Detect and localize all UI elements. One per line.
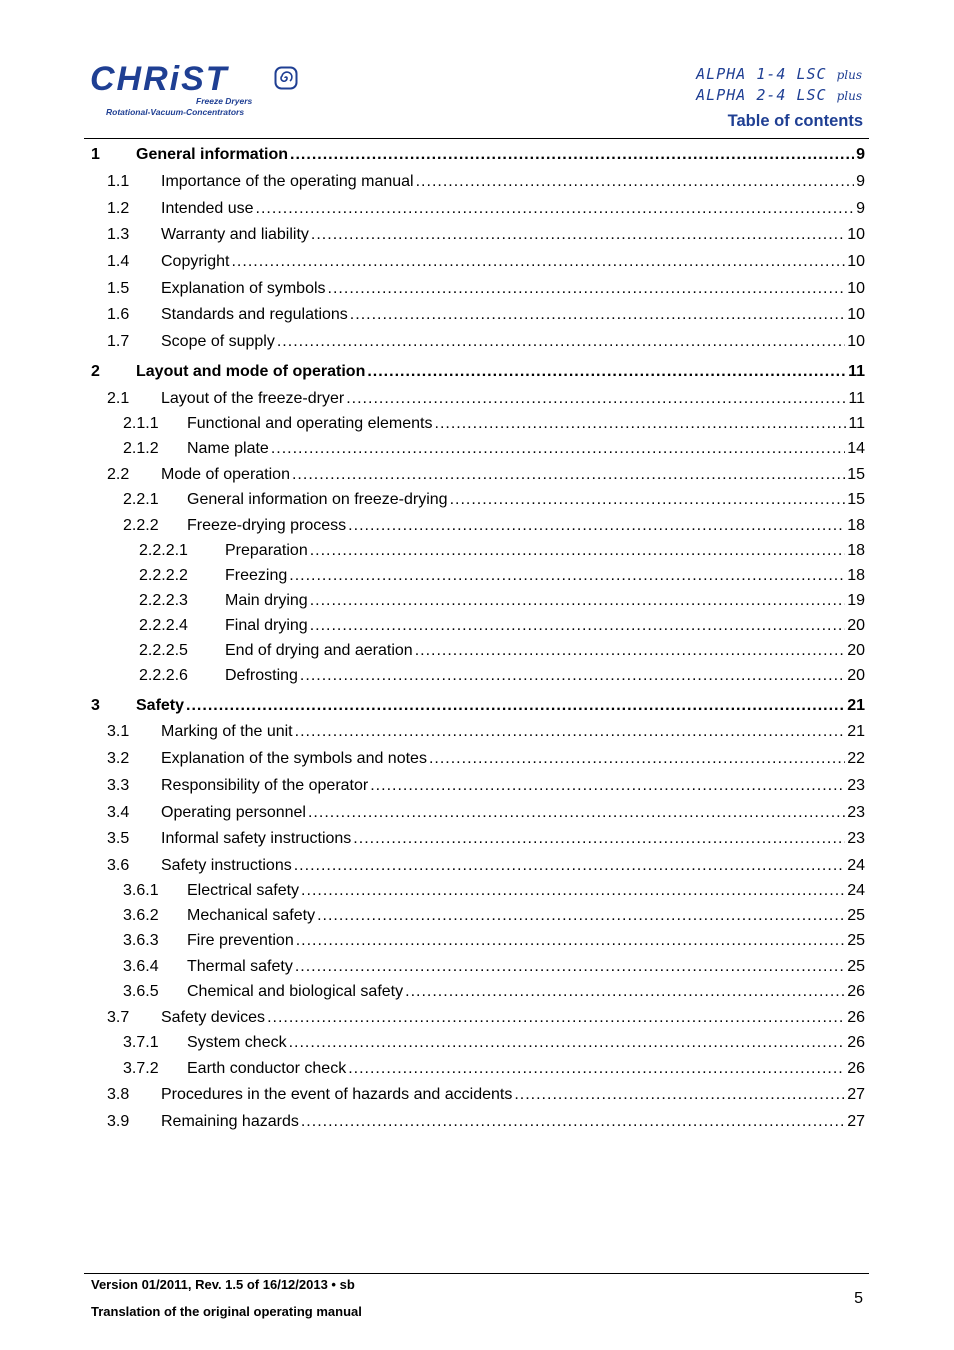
toc-entry-page: 24 bbox=[847, 882, 865, 899]
toc-entry-title: Final drying bbox=[225, 617, 308, 634]
toc-entry[interactable] bbox=[0, 304, 954, 326]
toc-entry-page: 26 bbox=[847, 983, 865, 1000]
toc-entry[interactable] bbox=[0, 855, 954, 877]
toc-entry-title: Electrical safety bbox=[187, 882, 300, 899]
toc-dot-leader bbox=[317, 905, 845, 927]
toc-entry-page: 20 bbox=[847, 667, 865, 684]
toc-entry-number: 3.6.5 bbox=[123, 983, 159, 1000]
toc-entry-title: Operating personnel bbox=[161, 804, 306, 821]
toc-entry-page: 11 bbox=[848, 363, 865, 380]
toc-dot-leader bbox=[295, 721, 846, 743]
toc-entry[interactable] bbox=[0, 464, 954, 486]
toc-entry[interactable] bbox=[0, 413, 954, 435]
toc-entry-number: 2.2.2.4 bbox=[139, 617, 188, 634]
toc-entry-leader-line bbox=[225, 590, 865, 612]
toc-entry-number: 3.7 bbox=[107, 1009, 130, 1026]
toc-entry-title: System check bbox=[187, 1034, 287, 1051]
toc-entry-page: 10 bbox=[847, 280, 865, 297]
toc-entry-page: 18 bbox=[847, 517, 865, 534]
toc-dot-leader bbox=[348, 1058, 845, 1080]
toc-entry[interactable] bbox=[0, 198, 954, 220]
toc-entry[interactable] bbox=[0, 880, 954, 902]
toc-entry-title: Freezing bbox=[225, 567, 288, 584]
toc-dot-leader bbox=[267, 1007, 845, 1029]
toc-entry[interactable] bbox=[0, 144, 954, 166]
toc-dot-leader bbox=[295, 956, 845, 978]
toc-entry-number: 3 bbox=[91, 697, 100, 714]
toc-dot-leader bbox=[328, 278, 846, 300]
toc-entry-page: 9 bbox=[856, 146, 865, 163]
toc-entry-number: 1.7 bbox=[107, 333, 130, 350]
toc-entry[interactable] bbox=[0, 224, 954, 246]
toc-entry-title: General information bbox=[136, 146, 289, 163]
toc-entry-title: Functional and operating elements bbox=[187, 415, 433, 432]
toc-entry-leader-line bbox=[187, 1058, 865, 1080]
toc-entry[interactable] bbox=[0, 388, 954, 410]
header-divider bbox=[84, 138, 869, 139]
toc-entry-number: 3.2 bbox=[107, 750, 130, 767]
toc-entry-title: Freeze-drying process bbox=[187, 517, 347, 534]
toc-entry-leader-line bbox=[161, 855, 865, 877]
toc-entry-leader-line bbox=[187, 981, 865, 1003]
toc-entry-title: Mode of operation bbox=[161, 466, 290, 483]
toc-dot-leader bbox=[353, 828, 845, 850]
toc-dot-leader bbox=[256, 198, 855, 220]
toc-entry[interactable] bbox=[0, 590, 954, 612]
toc-entry[interactable] bbox=[0, 802, 954, 824]
toc-entry-title: Scope of supply bbox=[161, 333, 275, 350]
toc-dot-leader bbox=[367, 361, 846, 383]
toc-entry-number: 3.7.2 bbox=[123, 1060, 159, 1077]
toc-entry-leader-line bbox=[187, 515, 865, 537]
toc-entry-leader-line bbox=[225, 540, 865, 562]
toc-entry-page: 10 bbox=[847, 253, 865, 270]
toc-entry[interactable] bbox=[0, 489, 954, 511]
toc-entry-page: 15 bbox=[847, 466, 865, 483]
toc-entry-leader-line bbox=[161, 171, 865, 193]
toc-entry-number: 3.6.4 bbox=[123, 958, 159, 975]
toc-entry[interactable] bbox=[0, 565, 954, 587]
toc-entry-leader-line bbox=[161, 388, 865, 410]
toc-entry-page: 11 bbox=[848, 390, 865, 407]
toc-entry-number: 2.1.1 bbox=[123, 415, 159, 432]
toc-entry-number: 2.2 bbox=[107, 466, 130, 483]
toc-entry-page: 10 bbox=[847, 306, 865, 323]
toc-entry-leader-line bbox=[187, 438, 865, 460]
toc-entry-page: 27 bbox=[847, 1113, 865, 1130]
toc-entry-page: 19 bbox=[847, 592, 865, 609]
toc-entry-number: 1.5 bbox=[107, 280, 130, 297]
toc-entry-page: 25 bbox=[847, 958, 865, 975]
toc-dot-leader bbox=[405, 981, 845, 1003]
toc-entry[interactable] bbox=[0, 1007, 954, 1029]
toc-entry[interactable] bbox=[0, 721, 954, 743]
toc-entry-number: 3.4 bbox=[107, 804, 130, 821]
toc-entry-title: Intended use bbox=[161, 200, 254, 217]
model-names bbox=[696, 64, 862, 106]
toc-entry[interactable] bbox=[0, 828, 954, 850]
toc-entry-number: 3.6.3 bbox=[123, 932, 159, 949]
toc-dot-leader bbox=[429, 748, 845, 770]
toc-entry[interactable] bbox=[0, 540, 954, 562]
toc-dot-leader bbox=[350, 304, 845, 326]
toc-entry-number: 2.2.2 bbox=[123, 517, 159, 534]
toc-dot-leader bbox=[301, 1111, 845, 1133]
toc-entry-number: 1.4 bbox=[107, 253, 130, 270]
toc-entry-title: Safety devices bbox=[161, 1009, 266, 1026]
toc-entry-title: Layout of the freeze-dryer bbox=[161, 390, 345, 407]
toc-entry-leader-line bbox=[225, 640, 865, 662]
toc-dot-leader bbox=[290, 144, 854, 166]
toc-dot-leader bbox=[310, 615, 846, 637]
toc-entry-title: Fire prevention bbox=[187, 932, 294, 949]
toc-entry-number: 2.2.2.3 bbox=[139, 592, 188, 609]
toc-entry-page: 26 bbox=[847, 1034, 865, 1051]
toc-entry-leader-line bbox=[161, 748, 865, 770]
toc-entry-number: 2.2.2.5 bbox=[139, 642, 188, 659]
toc-entry-page: 9 bbox=[856, 200, 865, 217]
toc-dot-leader bbox=[186, 695, 845, 717]
toc-dot-leader bbox=[450, 489, 846, 511]
toc-entry-leader-line bbox=[136, 144, 865, 166]
page-number: 5 bbox=[854, 1290, 863, 1307]
toc-entry-title: Standards and regulations bbox=[161, 306, 348, 323]
toc-entry-title: Layout and mode of operation bbox=[136, 363, 366, 380]
toc-entry-page: 26 bbox=[847, 1009, 865, 1026]
toc-entry[interactable] bbox=[0, 748, 954, 770]
toc-entry-page: 26 bbox=[847, 1060, 865, 1077]
toc-dot-leader bbox=[311, 224, 845, 246]
toc-entry-leader-line bbox=[225, 665, 865, 687]
toc-entry-leader-line bbox=[136, 361, 865, 383]
toc-entry-page: 20 bbox=[847, 642, 865, 659]
logo-wordmark: CHRiST bbox=[90, 60, 229, 98]
model-line-1: ALPHA 1-4 LSC plus bbox=[696, 65, 862, 83]
toc-entry[interactable] bbox=[0, 361, 954, 383]
toc-entry-number: 2 bbox=[91, 363, 100, 380]
toc-entry-number: 3.9 bbox=[107, 1113, 130, 1130]
toc-dot-leader bbox=[294, 855, 845, 877]
toc-dot-leader bbox=[289, 1032, 846, 1054]
toc-entry[interactable] bbox=[0, 956, 954, 978]
toc-entry-leader-line bbox=[187, 905, 865, 927]
toc-dot-leader bbox=[300, 665, 845, 687]
toc-dot-leader bbox=[289, 565, 845, 587]
toc-dot-leader bbox=[370, 775, 845, 797]
toc-entry-number: 2.2.2.2 bbox=[139, 567, 188, 584]
footer-divider bbox=[84, 1273, 869, 1274]
toc-entry-leader-line bbox=[187, 489, 865, 511]
toc-entry-leader-line bbox=[161, 721, 865, 743]
toc-entry-page: 18 bbox=[847, 567, 865, 584]
toc-entry[interactable] bbox=[0, 1032, 954, 1054]
toc-dot-leader bbox=[310, 590, 846, 612]
toc-entry-leader-line bbox=[161, 331, 865, 353]
toc-entry-title: Marking of the unit bbox=[161, 723, 293, 740]
toc-entry-number: 2.2.2.6 bbox=[139, 667, 188, 684]
toc-entry-leader-line bbox=[161, 224, 865, 246]
toc-dot-leader bbox=[348, 515, 845, 537]
toc-entry[interactable] bbox=[0, 665, 954, 687]
toc-entry-title: Safety instructions bbox=[161, 857, 292, 874]
toc-entry-page: 23 bbox=[847, 804, 865, 821]
toc-entry-leader-line bbox=[161, 198, 865, 220]
toc-entry-number: 3.1 bbox=[107, 723, 130, 740]
toc-entry[interactable] bbox=[0, 278, 954, 300]
toc-entry-title: Chemical and biological safety bbox=[187, 983, 404, 1000]
toc-entry-number: 2.2.1 bbox=[123, 491, 159, 508]
toc-dot-leader bbox=[346, 388, 846, 410]
toc-entry-page: 21 bbox=[847, 697, 865, 714]
toc-entry[interactable] bbox=[0, 640, 954, 662]
toc-entry[interactable] bbox=[0, 438, 954, 460]
toc-entry-title: Thermal safety bbox=[187, 958, 293, 975]
toc-entry-leader-line bbox=[161, 251, 865, 273]
toc-entry[interactable] bbox=[0, 515, 954, 537]
toc-entry-title: Procedures in the event of hazards and accidents bbox=[161, 1086, 513, 1103]
logo-tagline-freeze-dryers: Freeze Dryers bbox=[196, 96, 253, 106]
spiral-emblem-icon bbox=[274, 66, 298, 90]
toc-entry-title: Responsibility of the operator bbox=[161, 777, 369, 794]
toc-entry[interactable] bbox=[0, 331, 954, 353]
toc-entry-page: 14 bbox=[847, 440, 865, 457]
toc-entry-title: Explanation of symbols bbox=[161, 280, 326, 297]
toc-dot-leader bbox=[415, 640, 846, 662]
toc-entry-leader-line bbox=[161, 304, 865, 326]
toc-entry-leader-line bbox=[225, 565, 865, 587]
toc-entry-leader-line bbox=[161, 1084, 865, 1106]
toc-entry-title: Remaining hazards bbox=[161, 1113, 299, 1130]
toc-entry-number: 1.6 bbox=[107, 306, 130, 323]
toc-entry-leader-line bbox=[161, 464, 865, 486]
toc-dot-leader bbox=[271, 438, 845, 460]
toc-entry-title: Importance of the operating manual bbox=[161, 173, 414, 190]
toc-entry-title: Main drying bbox=[225, 592, 308, 609]
toc-entry-number: 3.6.2 bbox=[123, 907, 159, 924]
toc-entry-number: 2.1 bbox=[107, 390, 130, 407]
toc-entry-page: 10 bbox=[847, 226, 865, 243]
toc-entry-number: 3.6 bbox=[107, 857, 130, 874]
toc-entry-page: 18 bbox=[847, 542, 865, 559]
toc-entry-title: Copyright bbox=[161, 253, 230, 270]
section-title: Table of contents bbox=[727, 112, 863, 130]
toc-entry-leader-line bbox=[161, 775, 865, 797]
toc-entry-title: Preparation bbox=[225, 542, 308, 559]
toc-entry-leader-line bbox=[161, 1111, 865, 1133]
toc-entry-number: 3.7.1 bbox=[123, 1034, 159, 1051]
toc-entry-page: 21 bbox=[847, 723, 865, 740]
toc-entry-title: General information on freeze-drying bbox=[187, 491, 448, 508]
toc-entry[interactable] bbox=[0, 1111, 954, 1133]
toc-entry[interactable] bbox=[0, 775, 954, 797]
toc-dot-leader bbox=[308, 802, 845, 824]
toc-entry[interactable] bbox=[0, 930, 954, 952]
toc-entry-leader-line bbox=[187, 930, 865, 952]
toc-entry-leader-line bbox=[187, 880, 865, 902]
toc-dot-leader bbox=[292, 464, 845, 486]
toc-entry[interactable] bbox=[0, 171, 954, 193]
toc-entry-leader-line bbox=[161, 828, 865, 850]
toc-entry-title: Safety bbox=[136, 697, 185, 714]
toc-entry-page: 23 bbox=[847, 777, 865, 794]
toc-dot-leader bbox=[296, 930, 845, 952]
toc-entry-leader-line bbox=[161, 278, 865, 300]
toc-entry-number: 1.2 bbox=[107, 200, 130, 217]
toc-entry-leader-line bbox=[187, 956, 865, 978]
toc-entry[interactable] bbox=[0, 1058, 954, 1080]
toc-entry[interactable] bbox=[0, 981, 954, 1003]
footer-version: Version 01/2011, Rev. 1.5 of 16/12/2013 • sb bbox=[91, 1277, 355, 1292]
toc-entry[interactable] bbox=[0, 1084, 954, 1106]
toc-entry-page: 15 bbox=[847, 491, 865, 508]
toc-entry[interactable] bbox=[0, 905, 954, 927]
toc-entry-title: Informal safety instructions bbox=[161, 830, 352, 847]
toc-entry-number: 3.5 bbox=[107, 830, 130, 847]
toc-entry-title: End of drying and aeration bbox=[225, 642, 413, 659]
toc-entry-number: 3.3 bbox=[107, 777, 130, 794]
toc-dot-leader bbox=[310, 540, 845, 562]
toc-dot-leader bbox=[416, 171, 854, 193]
toc-entry-title: Explanation of the symbols and notes bbox=[161, 750, 427, 767]
toc-dot-leader bbox=[231, 251, 845, 273]
toc-entry-title: Warranty and liability bbox=[161, 226, 309, 243]
toc-entry-number: 1 bbox=[91, 146, 100, 163]
toc-entry-leader-line bbox=[161, 1007, 865, 1029]
toc-entry-leader-line bbox=[187, 1032, 865, 1054]
toc-entry-page: 27 bbox=[847, 1086, 865, 1103]
toc-entry[interactable] bbox=[0, 251, 954, 273]
toc-entry-number: 1.1 bbox=[107, 173, 130, 190]
toc-entry-number: 2.1.2 bbox=[123, 440, 159, 457]
toc-entry-title: Mechanical safety bbox=[187, 907, 316, 924]
toc-entry-leader-line bbox=[225, 615, 865, 637]
toc-entry[interactable] bbox=[0, 615, 954, 637]
toc-entry-leader-line bbox=[136, 695, 865, 717]
toc-entry-page: 23 bbox=[847, 830, 865, 847]
toc-dot-leader bbox=[435, 413, 847, 435]
toc-entry-page: 11 bbox=[848, 415, 865, 432]
toc-entry-number: 1.3 bbox=[107, 226, 130, 243]
toc-entry-page: 9 bbox=[856, 173, 865, 190]
toc-entry-leader-line bbox=[187, 413, 865, 435]
brand-logo bbox=[90, 62, 320, 118]
toc-entry-title: Defrosting bbox=[225, 667, 298, 684]
toc-dot-leader bbox=[514, 1084, 845, 1106]
toc-entry-page: 24 bbox=[847, 857, 865, 874]
logo-tagline-concentrators: Rotational-Vacuum-Concentrators bbox=[106, 107, 245, 117]
toc-entry-leader-line bbox=[161, 802, 865, 824]
model-line-2: ALPHA 2-4 LSC plus bbox=[696, 86, 862, 104]
footer-translation-note: Translation of the original operating manual bbox=[91, 1304, 362, 1319]
toc-entry-page: 25 bbox=[847, 907, 865, 924]
toc-entry-page: 22 bbox=[847, 750, 865, 767]
toc-entry-title: Earth conductor check bbox=[187, 1060, 347, 1077]
toc-entry[interactable] bbox=[0, 695, 954, 717]
toc-entry-title: Name plate bbox=[187, 440, 269, 457]
toc-entry-page: 10 bbox=[847, 333, 865, 350]
toc-entry-page: 20 bbox=[847, 617, 865, 634]
toc-dot-leader bbox=[277, 331, 845, 353]
toc-entry-number: 3.8 bbox=[107, 1086, 130, 1103]
toc-entry-number: 2.2.2.1 bbox=[139, 542, 188, 559]
toc-entry-page: 25 bbox=[847, 932, 865, 949]
toc-entry-number: 3.6.1 bbox=[123, 882, 159, 899]
toc-dot-leader bbox=[301, 880, 845, 902]
